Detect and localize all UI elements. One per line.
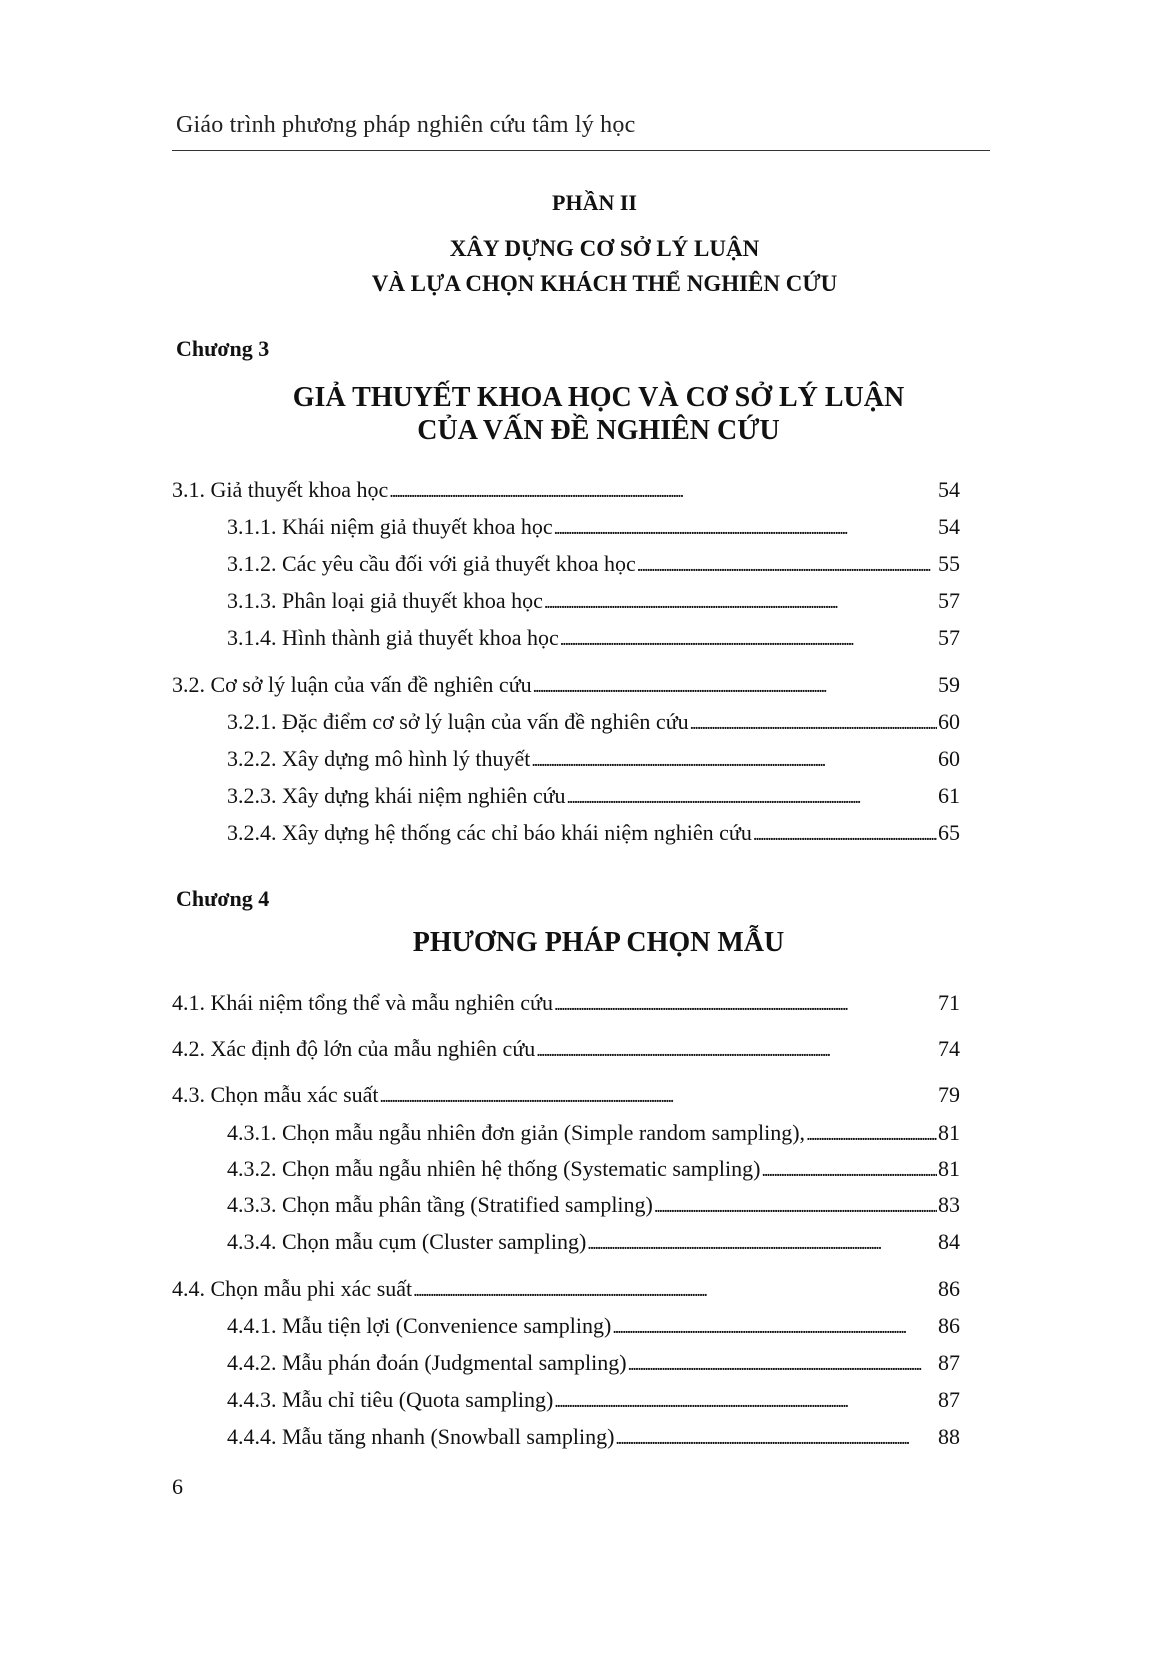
toc-entry xyxy=(227,1192,960,1220)
toc-entry-title: 3.2.3. Xây dựng khái niệm nghiên cứu xyxy=(227,783,566,808)
toc-entry-page: 55 xyxy=(938,551,960,576)
dot-leader xyxy=(612,1313,937,1339)
dot-leader xyxy=(413,1276,937,1302)
toc-entry xyxy=(227,1156,960,1184)
toc-entry xyxy=(227,1120,960,1148)
chapter4-label: Chương 4 xyxy=(176,886,270,911)
toc-entry-page: 60 xyxy=(938,709,960,734)
toc-entry-page: 81 xyxy=(938,1120,960,1145)
toc-entry-title: 4.3.3. Chọn mẫu phân tầng (Stratified sampling) xyxy=(227,1192,653,1217)
dot-leader xyxy=(567,783,937,809)
toc-entry-page: 84 xyxy=(938,1229,960,1254)
dot-leader xyxy=(806,1120,937,1146)
dot-leader xyxy=(554,990,937,1016)
dot-leader xyxy=(628,1350,937,1376)
toc-entry-title: 3.2.2. Xây dựng mô hình lý thuyết xyxy=(227,746,531,771)
dot-leader xyxy=(615,1424,937,1450)
toc-entry xyxy=(227,1424,960,1452)
dot-leader xyxy=(380,1082,937,1108)
toc-entry xyxy=(227,514,960,542)
dot-leader xyxy=(753,820,937,846)
toc-entry-page: 57 xyxy=(938,625,960,650)
header-rule xyxy=(172,150,990,151)
dot-leader xyxy=(389,477,937,503)
part-label: PHẦN II xyxy=(552,190,637,215)
toc-entry-page: 88 xyxy=(938,1424,960,1449)
toc-entry-title: 4.1. Khái niệm tổng thể và mẫu nghiên cứu xyxy=(172,990,553,1015)
toc-entry-title: 3.2.4. Xây dựng hệ thống các chỉ báo khái niệm nghiên cứu xyxy=(227,820,752,845)
toc-entry-page: 79 xyxy=(938,1082,960,1107)
toc-entry-page: 71 xyxy=(938,990,960,1015)
toc-entry-title: 3.2. Cơ sở lý luận của vấn đề nghiên cứu xyxy=(172,672,532,697)
toc-entry-title: 4.3. Chọn mẫu xác suất xyxy=(172,1082,379,1107)
chapter3-title-line2: CỦA VẤN ĐỀ NGHIÊN CỨU xyxy=(417,415,780,446)
dot-leader xyxy=(690,709,937,735)
dot-leader xyxy=(637,551,937,577)
toc-entry xyxy=(227,551,960,579)
toc-entry-page: 87 xyxy=(938,1387,960,1412)
toc-entry-title: 3.1.3. Phân loại giả thuyết khoa học xyxy=(227,588,543,613)
toc-entry xyxy=(227,1350,960,1378)
toc-entry-title: 3.1.1. Khái niệm giả thuyết khoa học xyxy=(227,514,553,539)
dot-leader xyxy=(554,514,937,540)
toc-entry xyxy=(172,1082,960,1110)
page-number: 6 xyxy=(172,1474,183,1499)
dot-leader xyxy=(587,1229,937,1255)
toc-entry-title: 3.1. Giả thuyết khoa học xyxy=(172,477,389,502)
toc-entry-page: 61 xyxy=(938,783,960,808)
toc-entry-title: 4.4.3. Mẫu chỉ tiêu (Quota sampling) xyxy=(227,1387,554,1412)
toc-entry-title: 3.1.2. Các yêu cầu đối với giả thuyết khoa học xyxy=(227,551,636,576)
toc-entry-page: 86 xyxy=(938,1276,960,1301)
toc-entry xyxy=(172,1276,960,1304)
toc-entry xyxy=(227,709,960,737)
toc-entry xyxy=(227,820,960,848)
toc-entry-page: 57 xyxy=(938,588,960,613)
toc-entry xyxy=(227,1387,960,1415)
toc-entry-page: 83 xyxy=(938,1192,960,1217)
dot-leader xyxy=(544,588,937,614)
part-title-line1: XÂY DỰNG CƠ SỞ LÝ LUẬN xyxy=(449,236,760,261)
toc-entry-page: 86 xyxy=(938,1313,960,1338)
toc-entry xyxy=(227,588,960,616)
running-header: Giáo trình phương pháp nghiên cứu tâm lý học xyxy=(176,112,636,138)
toc-entry xyxy=(172,990,960,1018)
toc-entry-page: 59 xyxy=(938,672,960,697)
dot-leader xyxy=(536,1036,937,1062)
toc-entry xyxy=(172,1036,960,1064)
toc-entry xyxy=(227,783,960,811)
toc-entry-title: 4.4.4. Mẫu tăng nhanh (Snowball sampling) xyxy=(227,1424,615,1449)
toc-entry xyxy=(227,746,960,774)
toc-entry-page: 54 xyxy=(938,477,960,502)
toc-entry-title: 4.4.1. Mẫu tiện lợi (Convenience sampling) xyxy=(227,1313,612,1338)
toc-entry xyxy=(227,1313,960,1341)
toc-entry-page: 87 xyxy=(938,1350,960,1375)
toc-entry xyxy=(172,672,960,700)
dot-leader xyxy=(533,672,937,698)
toc-entry-title: 4.4. Chọn mẫu phi xác suất xyxy=(172,1276,413,1301)
toc-entry-title: 4.3.4. Chọn mẫu cụm (Cluster sampling) xyxy=(227,1229,587,1254)
dot-leader xyxy=(554,1387,937,1413)
chapter3-title-line1: GIẢ THUYẾT KHOA HỌC VÀ CƠ SỞ LÝ LUẬN xyxy=(292,382,905,413)
toc-entry-page: 74 xyxy=(938,1036,960,1061)
dot-leader xyxy=(761,1156,937,1182)
toc-entry-title: 4.4.2. Mẫu phán đoán (Judgmental sampling) xyxy=(227,1350,627,1375)
toc-entry xyxy=(172,477,960,505)
dot-leader xyxy=(531,746,937,772)
toc-entry-title: 4.2. Xác định độ lớn của mẫu nghiên cứu xyxy=(172,1036,536,1061)
toc-entry-page: 54 xyxy=(938,514,960,539)
toc-entry-title: 3.2.1. Đặc điểm cơ sở lý luận của vấn đề nghiên cứu xyxy=(227,709,689,734)
dot-leader xyxy=(654,1192,937,1218)
toc-entry-page: 60 xyxy=(938,746,960,771)
chapter3-label: Chương 3 xyxy=(176,336,270,361)
toc-entry-title: 4.3.1. Chọn mẫu ngẫu nhiên đơn giản (Simple random sampling), xyxy=(227,1120,806,1145)
toc-entry-title: 3.1.4. Hình thành giả thuyết khoa học xyxy=(227,625,559,650)
toc-entry-page: 65 xyxy=(938,820,960,845)
toc-entry-page: 81 xyxy=(938,1156,960,1181)
dot-leader xyxy=(560,625,937,651)
part-title-line2: VÀ LỰA CHỌN KHÁCH THỂ NGHIÊN CỨU xyxy=(371,271,838,296)
toc-entry xyxy=(227,625,960,653)
chapter4-title: PHƯƠNG PHÁP CHỌN MẪU xyxy=(412,927,785,958)
toc-entry xyxy=(227,1229,960,1257)
toc-entry-title: 4.3.2. Chọn mẫu ngẫu nhiên hệ thống (Systematic sampling) xyxy=(227,1156,761,1181)
